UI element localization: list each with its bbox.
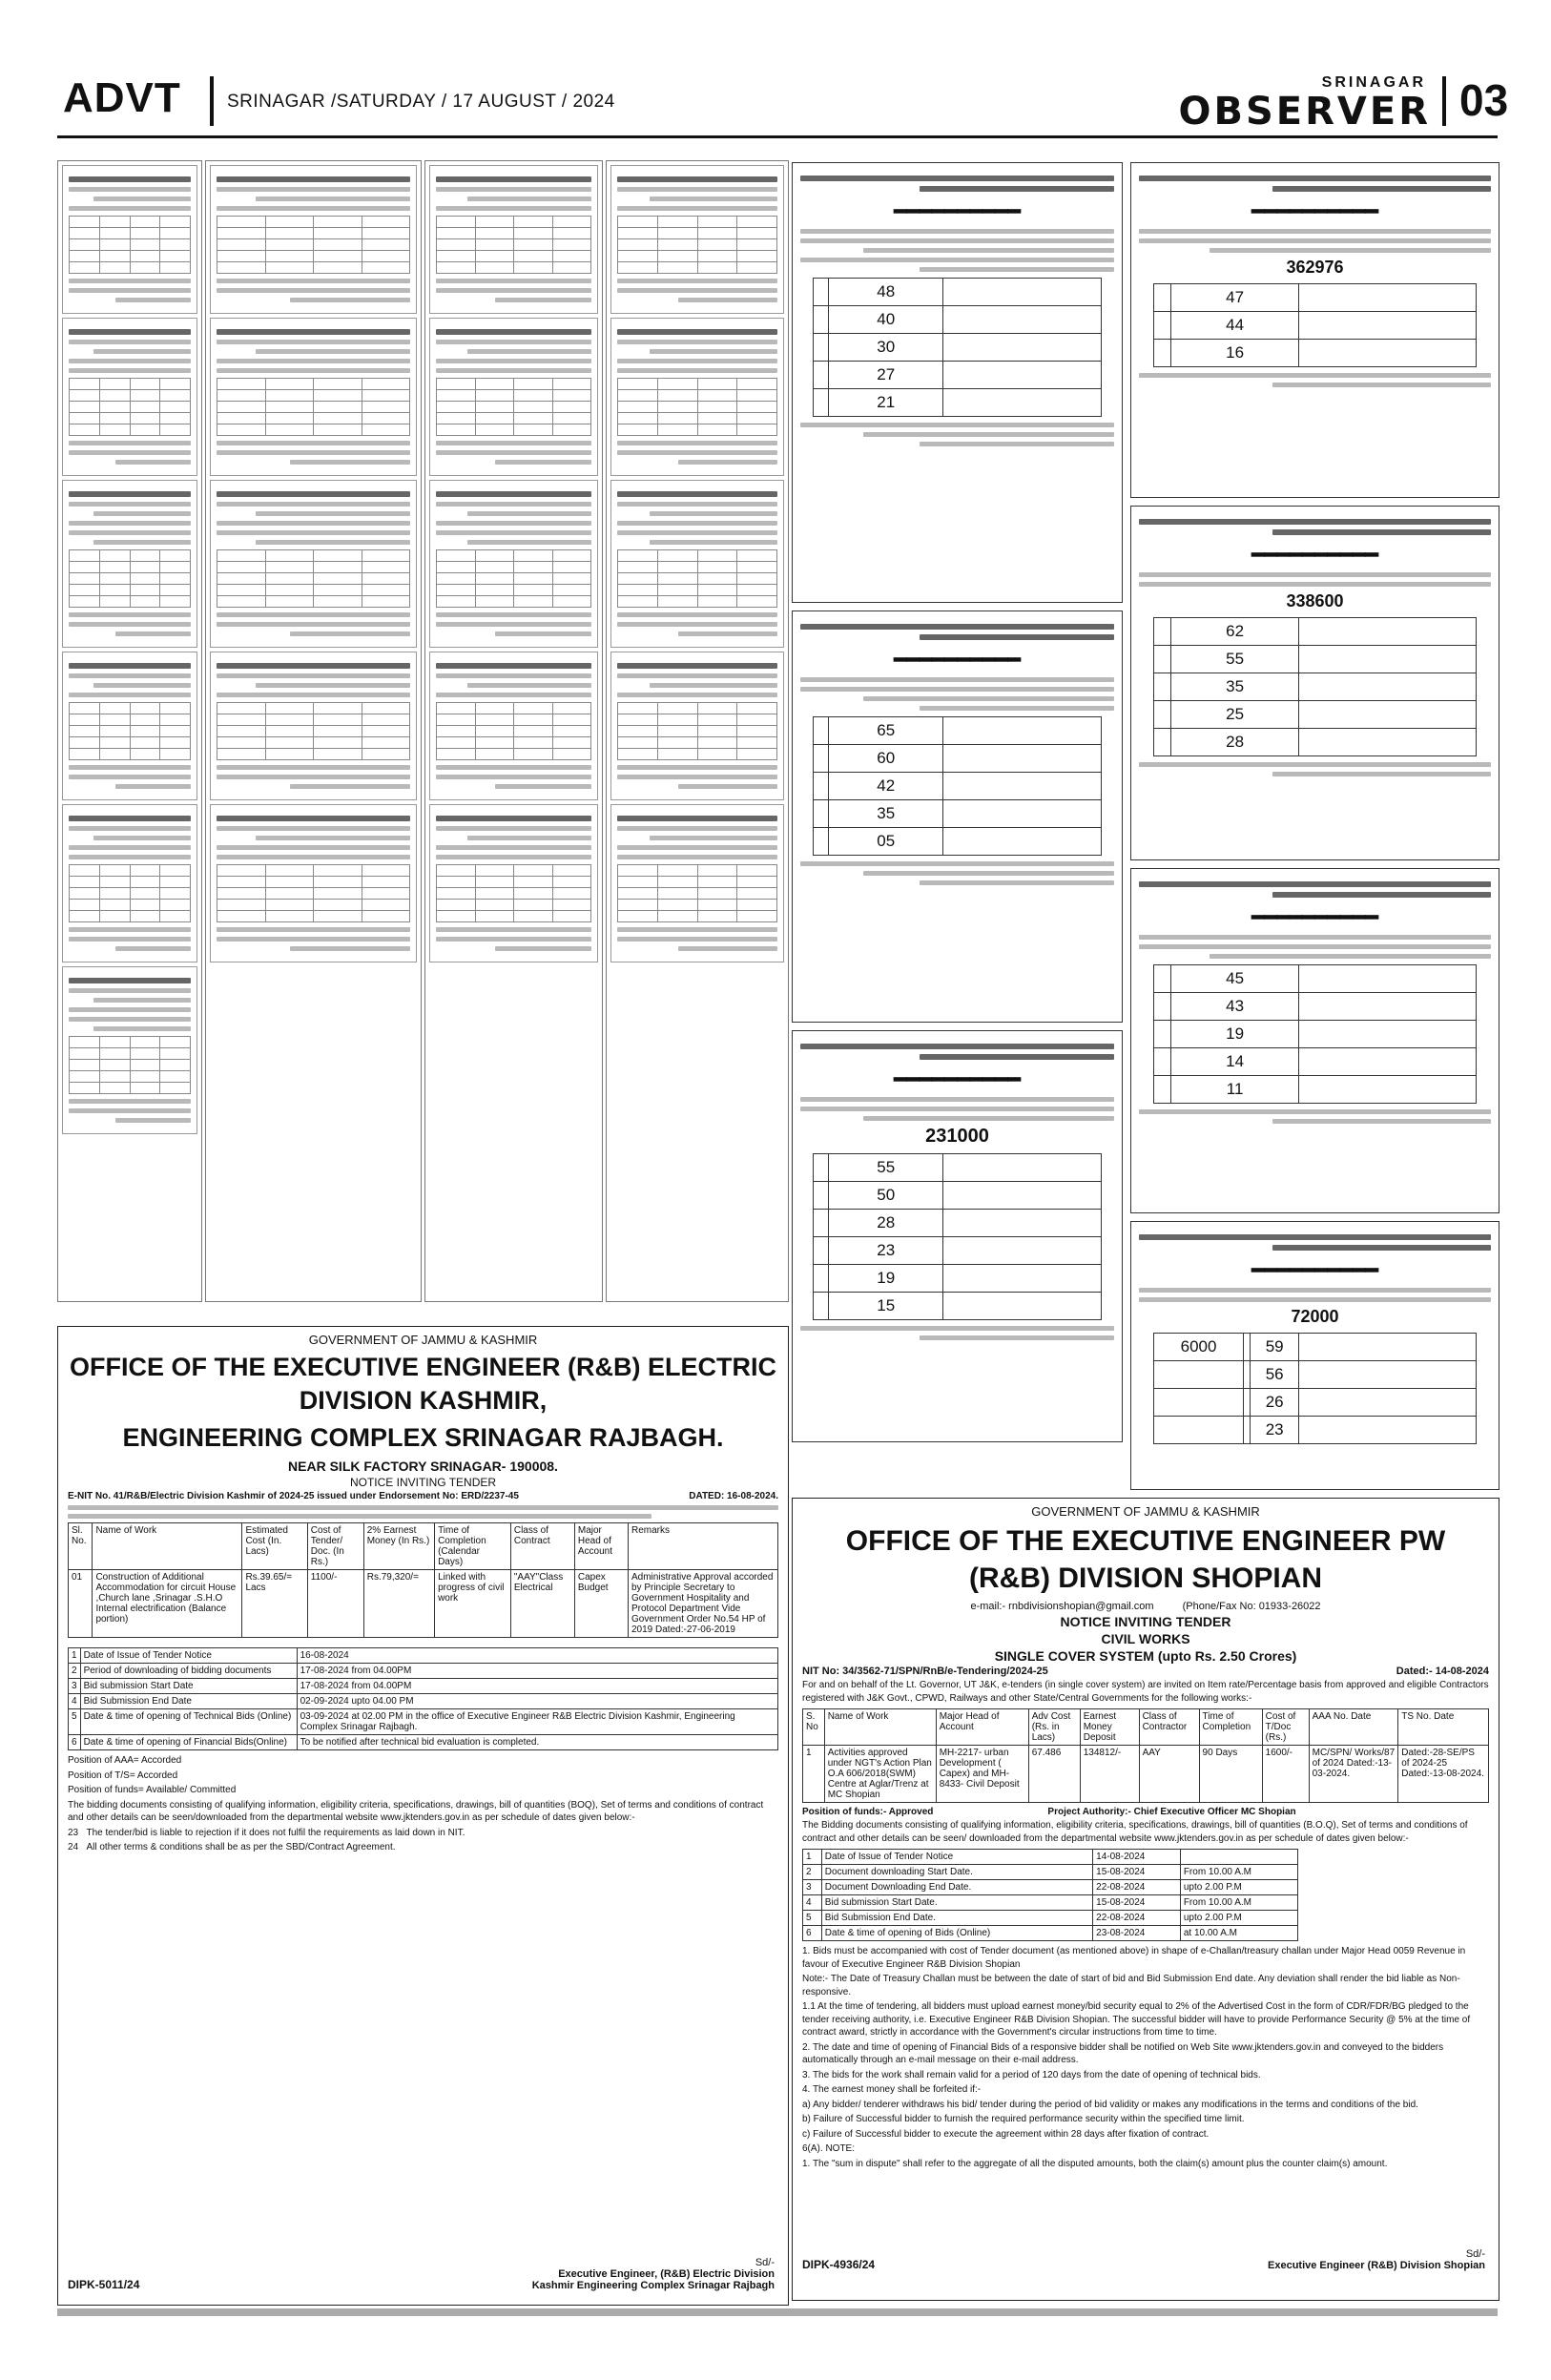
position-line: Position of AAA= Accorded — [68, 1755, 182, 1767]
table-row: 14 — [1153, 1048, 1476, 1076]
table-row: 35 — [1153, 673, 1476, 701]
dates-table — [802, 1849, 1298, 1941]
page-number: 03 — [1459, 75, 1509, 125]
office-title-2: ENGINEERING COMPLEX SRINAGAR RAJBAGH. — [122, 1423, 724, 1453]
income-figure: 362976 — [1286, 258, 1344, 277]
table-row: 47 — [1153, 284, 1476, 312]
family-table — [813, 716, 1102, 856]
classified-ad — [429, 804, 598, 962]
note: 1. The "sum in dispute" shall refer to the aggregate of all the disputed amounts, both the claim(s) amount plus the counter claim(s) amount. — [802, 2158, 1388, 2169]
bidding-docs-text: The bidding documents consisting of qualifying information, eligibility criteria, specifications, drawings, bill of quantities (BOQ), Set of terms and conditions of contract and other details can be seen/downloaded from the departmental website www.jktenders.gov.in as per schedule of dates given below:- — [68, 1799, 764, 1824]
table-row: 65 — [814, 717, 1102, 745]
family-table — [1153, 1333, 1477, 1444]
occupation-cell — [814, 279, 829, 306]
urdu-notice-3: ━━━━━━━━━━ 65 60 42 35 05 — [792, 611, 1123, 1023]
table-row: 21 — [814, 389, 1102, 417]
divider — [210, 76, 214, 126]
classified-ad — [62, 318, 197, 476]
classified-ad — [210, 652, 417, 800]
table-row: 60 — [814, 745, 1102, 773]
section-label: ADVT — [63, 74, 181, 121]
table-row: 48 — [814, 279, 1102, 306]
note: Note:- The Date of Treasury Challan must be between the date of start of bid and Bid Submission End date. Any deviation shall render the bid liable as Non-responsive. — [802, 1974, 1460, 1997]
table-row: 3 Document Downloading End Date. 22-08-2024 upto 2.00 P.M — [803, 1880, 1298, 1895]
table-row: 16 — [1153, 340, 1476, 367]
office-title: OFFICE OF THE EXECUTIVE ENGINEER (R&B) ELECTRIC DIVISION KASHMIR, — [69, 1353, 777, 1416]
divider — [1442, 76, 1446, 126]
intro-text: For and on behalf of the Lt. Governor, UT J&K, e-tenders (in single cover system) are invited on Item rate/Percentage basis from approved and eligible Contractors registered with J&K Govt., CPWD, Railways and other State/Central Governments for the following works:- — [802, 1680, 1489, 1704]
table-row: 62 — [1153, 618, 1476, 646]
footer-rule — [57, 2308, 1498, 2316]
dipk-number: DIPK-4936/24 — [802, 2258, 876, 2271]
works-table — [68, 1522, 778, 1638]
family-table — [813, 278, 1102, 417]
rule-23: 23 The tender/bid is liable to rejection if it does not fulfil the requirements as laid down in NIT. — [68, 1827, 465, 1838]
rule-24: 24 All other terms & conditions shall be as per the SBD/Contract Agreement. — [68, 1842, 396, 1853]
table-row: 23 — [814, 1237, 1102, 1265]
note: 6(A). NOTE: — [802, 2143, 856, 2154]
note: 2. The date and time of opening of Financial Bids of a responsive bidder shall be notified on Web Site www.jktenders.gov.in and conveyed to the bidders automatically through an e-mail message on their e-mail address. — [802, 2041, 1444, 2065]
notice-title: NOTICE INVITING TENDER — [1060, 1614, 1231, 1629]
table-row: 56 — [1153, 1361, 1476, 1389]
note: 1.1 At the time of tendering, all bidders must upload earnest money/bid security equal to 2% of the Advertised Cost in the form of CDR/FDR/BG pledged to the tender receiving authority, i.e. Executive Engineer R&B Division Shopian. The successful bidder will have to provide Performance Security @ 5% at the time of contract award, strictly in accordance with the Government's circular instructions from time to time. — [802, 2001, 1471, 2038]
table-row: 27 — [814, 362, 1102, 389]
table-row: 45 — [1153, 965, 1476, 993]
urdu-notice-2: ━━━━━━━━━━ 362976 47 44 16 — [1130, 162, 1499, 498]
classified-ad — [610, 804, 784, 962]
note: b) Failure of Successful bidder to furnish the required performance security within the specified time limit. — [802, 2114, 1245, 2124]
table-row: 2 Document downloading Start Date. 15-08-2024 From 10.00 A.M — [803, 1865, 1298, 1880]
classified-column-3 — [424, 160, 603, 1302]
classified-ad — [610, 480, 784, 648]
address: NEAR SILK FACTORY SRINAGAR- 190008. — [288, 1459, 558, 1475]
table-header-row: Sl. No. Name of Work Estimated Cost (In. Lacs) Cost of Tender/ Doc. (In Rs.) 2% Earnest Money (In Rs.) Time of Completion (Calendar Days) Class of Contract Major Head of Account Remarks — [69, 1523, 778, 1570]
enit-number: E-NIT No. 41/R&B/Electric Division Kashmir of 2024-25 issued under Endorsement No: ERD/2237-45 — [68, 1491, 519, 1502]
gov-line: GOVERNMENT OF JAMMU & KASHMIR — [1031, 1504, 1260, 1519]
note: a) Any bidder/ tenderer withdraws his bid/ tender during the period of bid validity or makes any modifications in the terms and conditions of the bid. — [802, 2099, 1418, 2110]
table-row: 4 Bid submission Start Date. 15-08-2024 From 10.00 A.M — [803, 1895, 1298, 1911]
classified-ad — [210, 165, 417, 314]
table-row: 43 — [1153, 993, 1476, 1021]
table-row: 19 — [814, 1265, 1102, 1293]
project-authority: Project Authority:- Chief Executive Officer MC Shopian — [1047, 1807, 1296, 1817]
table-row: 15 — [814, 1293, 1102, 1320]
table-row: 5 Date & time of opening of Technical Bids (Online) 03-09-2024 at 02.00 PM in the office of Executive Engineer R&B Electric Division Kashmir, Engineering Complex Srinagar Rajbagh. — [69, 1709, 778, 1735]
table-row: 3 Bid submission Start Date 17-08-2024 from 04.00PM — [69, 1679, 778, 1694]
enit-date: DATED: 16-08-2024. — [689, 1491, 778, 1502]
note: 1. Bids must be accompanied with cost of Tender document (as mentioned above) in shape of e-Challan/treasury challan under Major Head 0059 Revenue in favour of Executive Engineer R&B Division Shopian — [802, 1946, 1466, 1970]
table-row: 19 — [1153, 1021, 1476, 1048]
classified-column-4 — [606, 160, 789, 1302]
page-header — [57, 67, 1509, 138]
classified-ad — [610, 318, 784, 476]
classified-ad — [429, 480, 598, 648]
table-row: 26 — [1153, 1389, 1476, 1417]
family-table — [1153, 283, 1477, 367]
table-row: 4 Bid Submission End Date 02-09-2024 upto 04.00 PM — [69, 1694, 778, 1709]
position-line: Position of T/S= Accorded — [68, 1769, 178, 1781]
note: 4. The earnest money shall be forfeited if:- — [802, 2084, 982, 2095]
classified-ad — [62, 966, 197, 1134]
notice-subtitle: SINGLE COVER SYSTEM (upto Rs. 2.50 Crores) — [994, 1648, 1297, 1664]
urdu-notice-5: ━━━━━━━━━━ 231000 55 50 28 23 19 15 — [792, 1030, 1123, 1442]
income-figure: 231000 — [925, 1126, 989, 1147]
table-row: 30 — [814, 334, 1102, 362]
table-row: 35 — [814, 800, 1102, 828]
table-row: 6000 59 — [1153, 1334, 1476, 1361]
classified-ad — [429, 165, 598, 314]
table-row: 23 — [1153, 1417, 1476, 1444]
notice-title: NOTICE INVITING TENDER — [349, 1476, 497, 1490]
classified-ad — [210, 804, 417, 962]
paper-logo-city: SRINAGAR — [1321, 74, 1426, 91]
classified-column-1 — [57, 160, 202, 1302]
table-row: 42 — [814, 773, 1102, 800]
funds-position: Position of funds:- Approved — [802, 1807, 934, 1817]
table-row: 11 — [1153, 1076, 1476, 1104]
urdu-notice-6: ━━━━━━━━━━ 45 43 19 14 11 — [1130, 868, 1499, 1213]
income-figure: 72000 — [1291, 1307, 1339, 1326]
phone: (Phone/Fax No: 01933-26022 — [1182, 1601, 1321, 1612]
classified-ad — [429, 318, 598, 476]
table-row: 1 Date of Issue of Tender Notice 16-08-2024 — [69, 1648, 778, 1664]
dates-table — [68, 1647, 778, 1750]
table-row: 55 — [1153, 646, 1476, 673]
classified-ad — [610, 165, 784, 314]
family-table — [1153, 964, 1477, 1104]
classified-ad — [210, 480, 417, 648]
urdu-notice-4: ━━━━━━━━━━ 338600 62 55 35 25 28 — [1130, 506, 1499, 860]
family-table — [1153, 617, 1477, 756]
signature-block: Sd/- Executive Engineer (R&B) Division Shopian — [1268, 2248, 1485, 2271]
table-row: 28 — [814, 1210, 1102, 1237]
family-table — [813, 1153, 1102, 1320]
classified-ad — [62, 652, 197, 800]
works-table — [802, 1708, 1489, 1803]
bidding-docs-text: The Bidding documents consisting of qualifying information, eligibility criteria, specifications, drawings, bill of quantities (B.O.Q), Set of terms and conditions of contract and other details can be seen/ downloaded from the departmental website www.jktenders.gov.in as per schedule of dates given below:- — [802, 1820, 1468, 1844]
urdu-notice-1 — [792, 162, 1123, 603]
notice-title: ━━━━━━━━━━ — [894, 199, 1021, 223]
classified-ad — [62, 480, 197, 648]
income-figure: 338600 — [1286, 591, 1344, 611]
shopian-tender-notice — [792, 1498, 1499, 2301]
dateline: SRINAGAR /SATURDAY / 17 AUGUST / 2024 — [227, 92, 615, 112]
nit-date: Dated:- 14-08-2024 — [1396, 1666, 1489, 1677]
classified-ad — [62, 804, 197, 962]
table-row: 25 — [1153, 701, 1476, 729]
urdu-notice-7: ━━━━━━━━━━ 72000 6000 59 56 26 23 — [1130, 1221, 1499, 1490]
table-row: 1 Activities approved under NGT's Action Plan O.A 606/2018(SWM) Centre at Aglar/Trenz at MC Shopian MH-2217- urban Development ( Capex) and MH-8433- Civil Deposit 67.486 134812/- AAY 90 Days 1600/- MC/SPN/ Works/87 of 2024 Dated:-13-03-2024. Dated:-28-SE/PS of 2024-25 Dated:-13-08-2024. — [803, 1746, 1489, 1803]
table-row: 44 — [1153, 312, 1476, 340]
signature-block: Sd/- Executive Engineer, (R&B) Electric Division Kashmir Engineering Complex Srinagar Rajbagh — [531, 2257, 775, 2291]
kashmir-tender-notice — [57, 1326, 789, 2306]
table-row: 01 Construction of Additional Accommodation for circuit House ,Church lane ,Srinagar .S.H.O Internal electrification (Balance portion) Rs.39.65/= Lacs 1100/- Rs.79,320/= Linked with progress of civil work "AAY"Class Electrical Capex Budget Administrative Approval accorded by Principle Secretary to Government Hospitality and Protocol Department Vide Government Order No.54 HP of 2019 Dated:-27-06-2019 — [69, 1570, 778, 1638]
email: e-mail:- rnbdivisionshopian@gmail.com — [970, 1601, 1154, 1612]
table-row: 6 Date & time of opening of Financial Bids(Online) To be notified after technical bid evaluation is completed. — [69, 1735, 778, 1750]
classified-column-2 — [205, 160, 422, 1302]
paper-logo: OBSERVER — [1178, 90, 1431, 134]
table-row: 05 — [814, 828, 1102, 856]
nit-number: NIT No: 34/3562-71/SPN/RnB/e-Tendering/2024-25 — [802, 1666, 1048, 1677]
table-row: 6 Date & time of opening of Bids (Online) 23-08-2024 at 10.00 A.M — [803, 1926, 1298, 1941]
dipk-number: DIPK-5011/24 — [68, 2278, 140, 2291]
notice-subtitle: CIVIL WORKS — [1101, 1631, 1190, 1646]
table-row: 28 — [1153, 729, 1476, 756]
classified-ad — [610, 652, 784, 800]
note: 3. The bids for the work shall remain valid for a period of 120 days from the date of opening of technical bids. — [802, 2069, 1261, 2080]
classified-ad — [62, 165, 197, 314]
table-row: 1 Date of Issue of Tender Notice 14-08-2024 — [803, 1850, 1298, 1865]
gov-line: GOVERNMENT OF JAMMU & KASHMIR — [308, 1333, 538, 1347]
classified-ad — [429, 652, 598, 800]
note: c) Failure of Successful bidder to execute the agreement within 28 days after fixation of contract. — [802, 2128, 1210, 2140]
table-row: 5 Bid Submission End Date. 22-08-2024 upto 2.00 P.M — [803, 1911, 1298, 1926]
office-title: OFFICE OF THE EXECUTIVE ENGINEER PW (R&B) DIVISION SHOPIAN — [845, 1525, 1446, 1594]
position-line: Position of funds= Available/ Committed — [68, 1785, 237, 1796]
table-row: 50 — [814, 1182, 1102, 1210]
classified-ad — [210, 318, 417, 476]
table-row: 2 Period of downloading of bidding documents 17-08-2024 from 04.00PM — [69, 1664, 778, 1679]
table-header-row: S. No Name of Work Major Head of Account Adv Cost (Rs. in Lacs) Earnest Money Deposit Class of Contractor Time of Completion Cost of T/Doc (Rs.) AAA No. Date TS No. Date — [803, 1709, 1489, 1746]
table-row: 40 — [814, 306, 1102, 334]
table-row: 55 — [814, 1154, 1102, 1182]
